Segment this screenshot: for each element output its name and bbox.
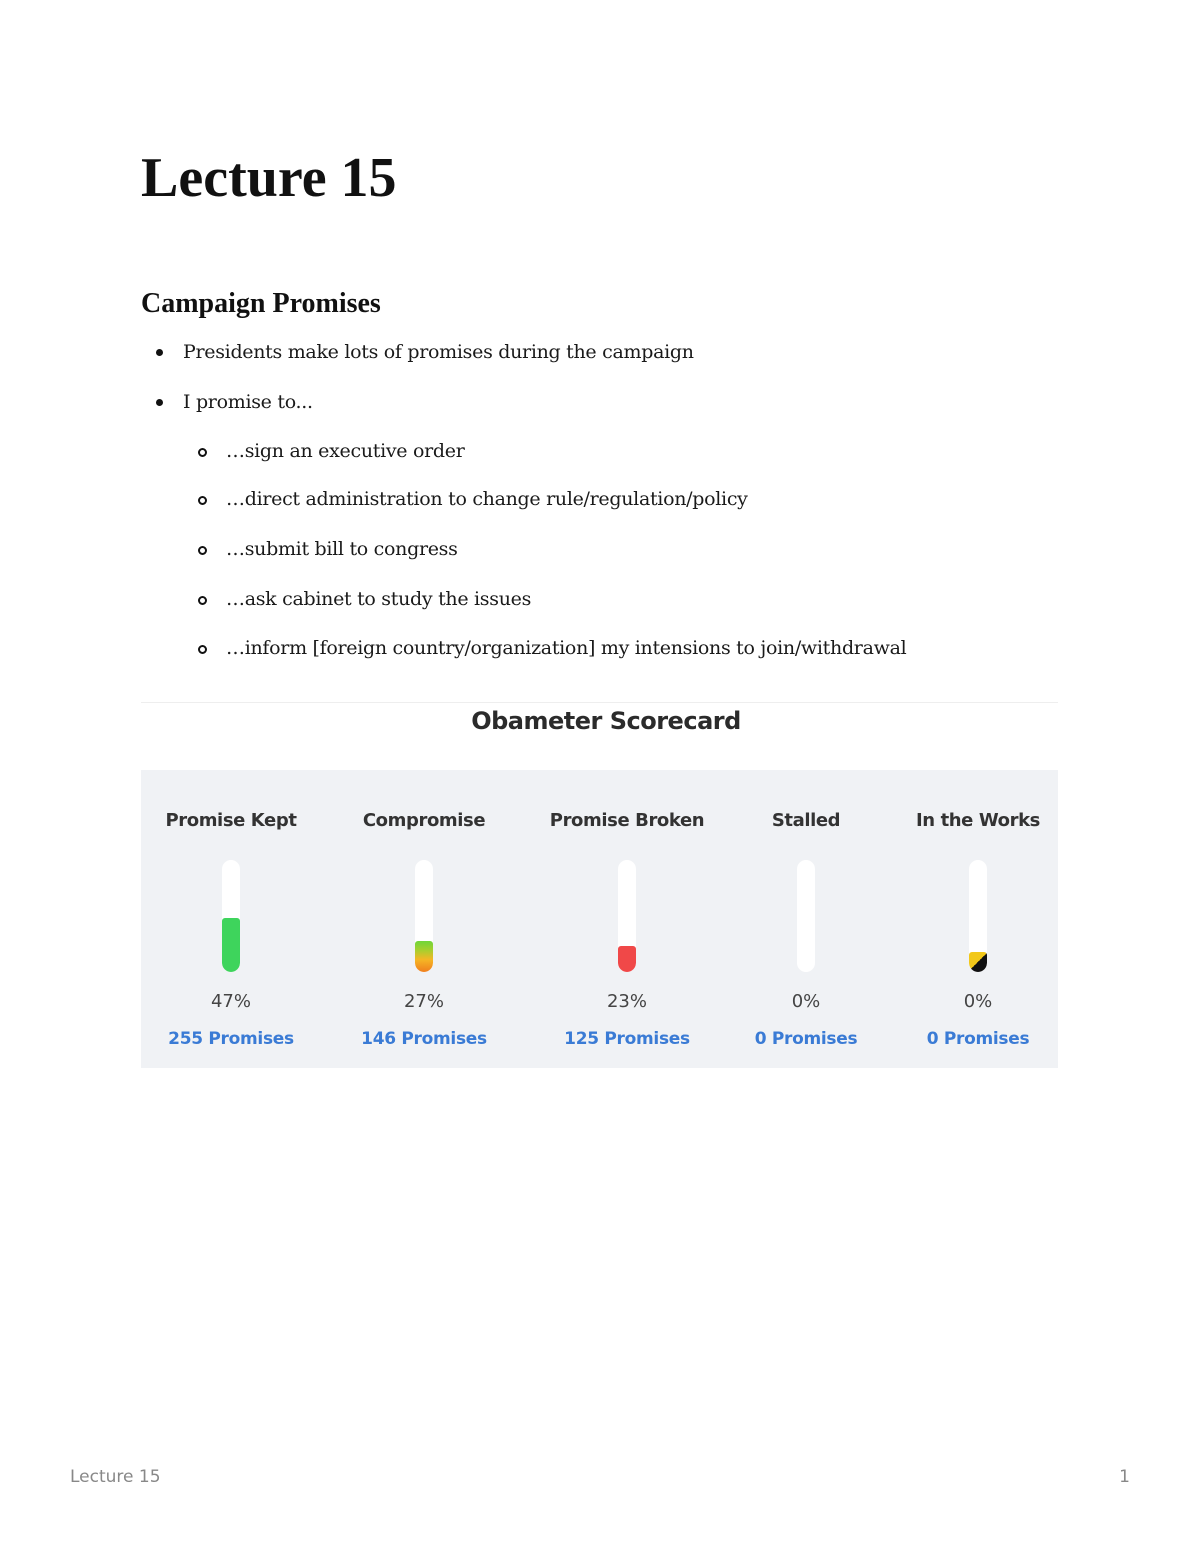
status-label: Compromise <box>362 810 486 831</box>
sub-bullet-text: …direct administration to change rule/regulation/policy <box>226 488 748 510</box>
bullet-text: I promise to... <box>183 391 313 413</box>
footer-page-number: 1 <box>1119 1467 1130 1487</box>
bullet-dot-icon <box>156 349 163 356</box>
status-promise-broken <box>537 770 717 1068</box>
meter-track <box>415 860 433 972</box>
bullet-ring-icon <box>198 596 207 605</box>
promise-count-link[interactable]: 0 Promises <box>754 1029 858 1049</box>
bullet-text: Presidents make lots of promises during the campaign <box>183 341 694 363</box>
status-in-the-works <box>888 770 1068 1068</box>
meter-track <box>222 860 240 972</box>
sub-bullet-text: …inform [foreign country/organization] my intensions to join/withdrawal <box>226 637 907 659</box>
meter-track <box>969 860 987 972</box>
meter-track <box>797 860 815 972</box>
promise-count-link[interactable]: 0 Promises <box>926 1029 1030 1049</box>
meter-fill <box>415 941 433 972</box>
meter-fill <box>618 946 636 972</box>
meter-fill <box>969 952 987 972</box>
meter-track <box>618 860 636 972</box>
bullet-ring-icon <box>198 645 207 654</box>
promise-count-link[interactable]: 125 Promises <box>564 1029 690 1049</box>
status-percent: 0% <box>963 991 993 1012</box>
status-label: In the Works <box>915 810 1040 831</box>
page-title: Lecture 15 <box>141 147 397 209</box>
sub-bullet-text: …sign an executive order <box>226 440 465 462</box>
status-label: Promise Broken <box>549 810 705 831</box>
scorecard-title: Obameter Scorecard <box>471 707 741 735</box>
bullet-dot-icon <box>156 399 163 406</box>
promise-count-link[interactable]: 146 Promises <box>361 1029 487 1049</box>
scorecard-panel <box>141 770 1058 1068</box>
sub-bullet-text: …ask cabinet to study the issues <box>226 588 532 610</box>
section-heading: Campaign Promises <box>141 288 381 319</box>
meter-fill <box>222 918 240 972</box>
status-percent: 0% <box>791 991 821 1012</box>
status-percent: 23% <box>606 991 647 1012</box>
bullet-ring-icon <box>198 546 207 555</box>
status-stalled <box>716 770 896 1068</box>
status-compromise <box>334 770 514 1068</box>
sub-bullet-text: …submit bill to congress <box>226 538 458 560</box>
status-label: Stalled <box>771 810 841 831</box>
footer-document-title: Lecture 15 <box>70 1467 161 1487</box>
bullet-ring-icon <box>198 496 207 505</box>
bullet-ring-icon <box>198 448 207 457</box>
status-label: Promise Kept <box>165 810 297 831</box>
status-promise-kept <box>141 770 321 1068</box>
status-percent: 27% <box>403 991 444 1012</box>
promise-count-link[interactable]: 255 Promises <box>168 1029 294 1049</box>
status-percent: 47% <box>210 991 251 1012</box>
